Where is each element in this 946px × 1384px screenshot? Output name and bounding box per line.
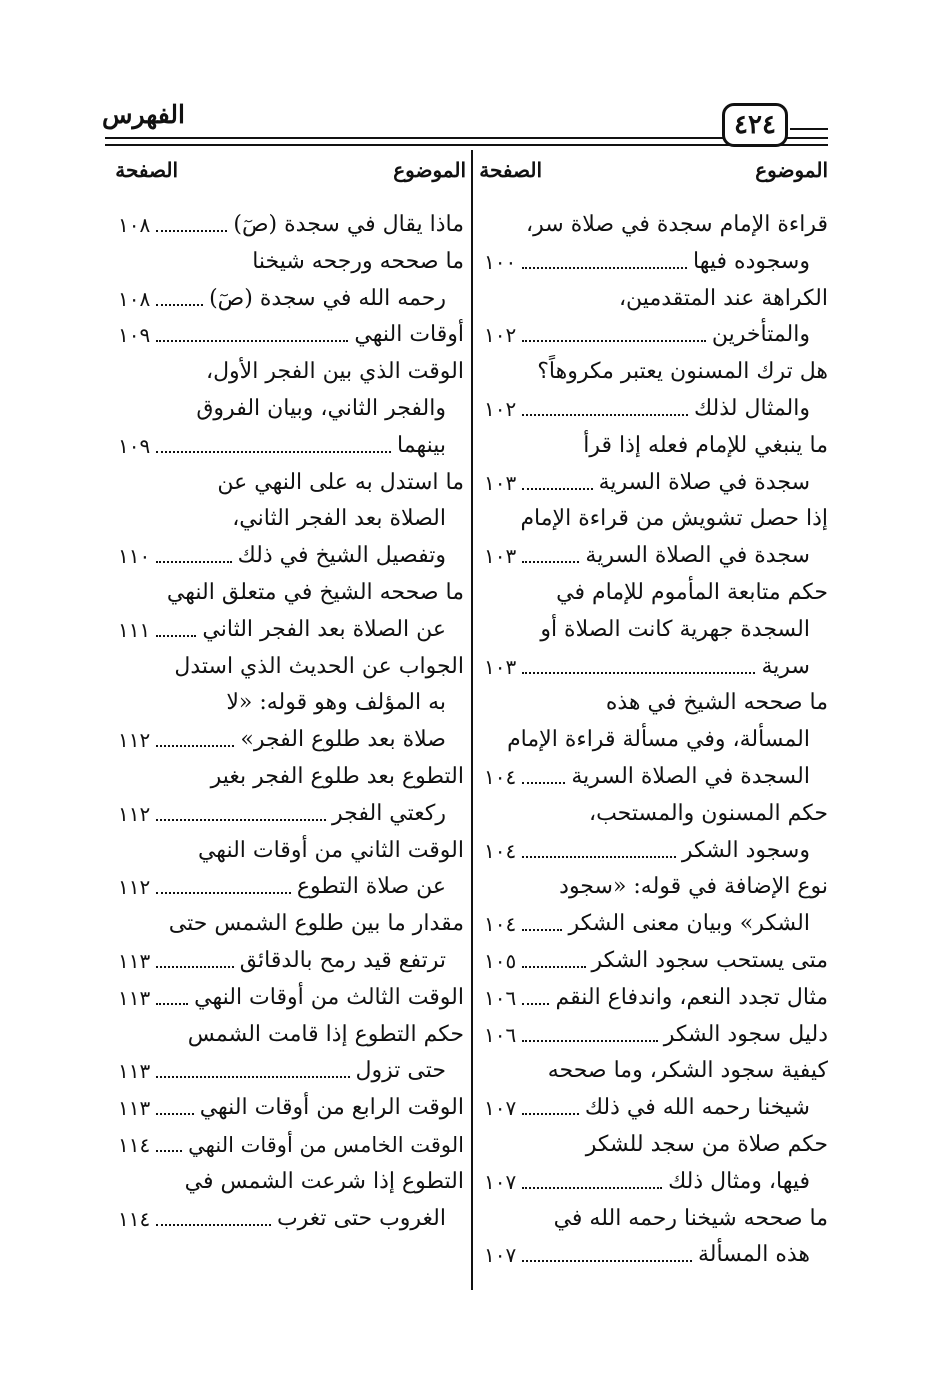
entry-title: ترتفع قيد رمح بالدقائق xyxy=(239,947,446,973)
index-entry xyxy=(118,502,464,539)
entry-title: الوقت الخامس من أوقات النهي xyxy=(188,1132,464,1157)
dot-leader xyxy=(156,561,232,563)
entry-title: عن الصلاة بعد الفجر الثاني xyxy=(202,616,446,642)
entry-title: وسجوده فيها xyxy=(693,248,810,274)
entry-title: الجواب عن الحديث الذي استدل xyxy=(174,653,464,679)
dot-leader xyxy=(156,1113,194,1115)
index-entry xyxy=(118,981,464,1018)
entry-title: ماذا يقال في سجدة (صٓ) xyxy=(233,212,464,237)
index-entry xyxy=(484,429,828,466)
entry-page-number: ١٠٣ xyxy=(484,470,517,495)
index-entry xyxy=(484,539,828,576)
entry-page-number: ١٠٤ xyxy=(484,838,517,863)
entry-title: ما ينبغي للإمام فعله إذا قرأ xyxy=(583,432,828,458)
index-entry xyxy=(484,723,828,760)
index-entry xyxy=(484,1202,828,1239)
entry-title: شيخنا رحمه الله في ذلك xyxy=(584,1095,810,1121)
dot-leader xyxy=(522,1260,692,1262)
dot-leader xyxy=(156,304,203,306)
index-entry xyxy=(484,208,828,245)
dot-leader xyxy=(156,451,391,453)
dot-leader xyxy=(522,856,676,858)
index-entry xyxy=(118,944,464,981)
index-entry xyxy=(484,907,828,944)
index-entry xyxy=(484,245,828,282)
entry-title: أوقات النهي xyxy=(354,322,464,348)
entry-title: ما صححه الشيخ في متعلق النهي xyxy=(166,579,464,605)
left-column xyxy=(118,208,464,1238)
right-page-header: الصفحة xyxy=(479,158,542,182)
header-rule-bottom xyxy=(105,144,828,146)
dot-leader xyxy=(522,340,706,342)
index-entry xyxy=(118,760,464,797)
dot-leader xyxy=(522,672,755,674)
index-entry xyxy=(118,318,464,355)
index-entry xyxy=(118,466,464,503)
entry-title: ركعتي الفجر xyxy=(332,800,446,826)
entry-page-number: ١١٢ xyxy=(118,801,151,826)
entry-title: الكراهة عند المتقدمين، xyxy=(618,285,828,311)
index-entry xyxy=(118,576,464,613)
entry-title: دليل سجود الشكر xyxy=(663,1021,828,1047)
entry-title: كيفية سجود الشكر، وما صححه xyxy=(547,1058,828,1084)
entry-title: قراءة الإمام سجدة في صلاة سر، xyxy=(526,212,828,237)
entry-title: متى يستحب سجود الشكر xyxy=(591,947,828,973)
dot-leader xyxy=(522,1003,549,1005)
entry-title: السجدة في الصلاة السرية xyxy=(571,763,810,789)
entry-page-number: ١٠٧ xyxy=(484,1243,517,1268)
index-entry xyxy=(118,870,464,907)
index-entry xyxy=(118,1128,464,1165)
entry-page-number: ١٠٦ xyxy=(484,1022,517,1047)
index-entry xyxy=(484,282,828,319)
dot-leader xyxy=(156,340,348,342)
index-entry xyxy=(484,355,828,392)
entry-title: وتفصيل الشيخ في ذلك xyxy=(237,543,446,569)
entry-title: فيها، ومثال ذلك xyxy=(668,1168,810,1194)
entry-title: الوقت الثالث من أوقات النهي xyxy=(194,984,464,1010)
entry-page-number: ١١٢ xyxy=(118,728,151,753)
index-entry xyxy=(484,318,828,355)
index-entry xyxy=(118,797,464,834)
entry-page-number: ١١١ xyxy=(118,617,151,642)
entry-page-number: ١٠٢ xyxy=(484,323,517,348)
index-entry xyxy=(484,1128,828,1165)
entry-title: سجدة في الصلاة السرية xyxy=(585,543,810,569)
entry-title: الغروب حتى تغرب xyxy=(276,1205,446,1231)
entry-page-number: ١١٣ xyxy=(118,985,151,1010)
index-entry xyxy=(118,1202,464,1239)
entry-title: السجدة جهرية كانت الصلاة أو xyxy=(540,616,810,642)
dot-leader xyxy=(522,782,565,784)
dot-leader xyxy=(522,414,688,416)
index-entry xyxy=(484,392,828,429)
index-entry xyxy=(118,282,464,319)
entry-page-number: ١١٣ xyxy=(118,948,151,973)
entry-title: عن صلاة التطوع xyxy=(296,874,446,900)
entry-page-number: ١١٤ xyxy=(118,1206,151,1231)
entry-title: هل ترك المسنون يعتبر مكروهاً؟ xyxy=(537,359,828,385)
index-entry xyxy=(118,355,464,392)
entry-page-number: ١١٣ xyxy=(118,1096,151,1121)
entry-title: ما صححه ورجحه شيخنا xyxy=(252,248,464,274)
entry-title: صلاة بعد طلوع الفجر» xyxy=(240,727,446,753)
index-entry xyxy=(484,613,828,650)
entry-page-number: ١٠٤ xyxy=(484,764,517,789)
entry-page-number: ١٠٤ xyxy=(484,912,517,937)
index-entry xyxy=(118,208,464,245)
entry-page-number: ١٠٢ xyxy=(484,396,517,421)
entry-title: الشكر» وبيان معنى الشكر xyxy=(568,911,810,937)
entry-title: حكم صلاة من سجد للشكر xyxy=(585,1131,828,1157)
entry-title: الوقت الذي بين الفجر الأول، xyxy=(205,359,464,385)
entry-page-number: ١٠٩ xyxy=(118,433,151,458)
index-entry xyxy=(118,1054,464,1091)
index-entry xyxy=(484,944,828,981)
dot-leader xyxy=(522,267,687,269)
entry-title: حتى تزول xyxy=(355,1058,446,1084)
entry-title: هذه المسألة xyxy=(697,1242,810,1268)
entry-page-number: ١٠٠ xyxy=(484,249,517,274)
entry-title: إذا حصل تشويش من قراءة الإمام xyxy=(520,506,828,532)
entry-page-number: ١٠٨ xyxy=(118,213,151,237)
entry-page-number: ١٠٩ xyxy=(118,323,151,348)
index-entry xyxy=(484,760,828,797)
entry-title: الوقت الثاني من أوقات النهي xyxy=(197,837,464,863)
dot-leader xyxy=(156,1076,350,1078)
index-entry xyxy=(484,1091,828,1128)
entry-title: والفجر الثاني، وبيان الفروق xyxy=(196,395,446,421)
entry-title: والمثال لذلك xyxy=(694,395,810,421)
index-entry xyxy=(484,502,828,539)
dot-leader xyxy=(156,1150,182,1152)
entry-title: حكم التطوع إذا قامت الشمس xyxy=(187,1021,464,1047)
dot-leader xyxy=(156,230,227,232)
entry-title: بينهما xyxy=(397,432,446,458)
page-number: ٤٢٤ xyxy=(734,110,776,140)
page-number-box xyxy=(722,103,788,147)
dot-leader xyxy=(156,1224,271,1226)
index-entry xyxy=(118,1018,464,1055)
index-entry xyxy=(484,981,828,1018)
column-divider xyxy=(471,150,473,1290)
entry-page-number: ١٠٧ xyxy=(484,1169,517,1194)
dot-leader xyxy=(156,819,326,821)
dot-leader xyxy=(156,892,291,894)
entry-title: الوقت الرابع من أوقات النهي xyxy=(199,1095,464,1121)
index-entry xyxy=(118,1091,464,1128)
dot-leader xyxy=(522,1113,579,1115)
dot-leader xyxy=(522,488,593,490)
entry-page-number: ١٠٣ xyxy=(484,654,517,679)
entry-page-number: ١١٠ xyxy=(118,544,151,569)
entry-title: الصلاة بعد الفجر الثاني، xyxy=(232,506,446,532)
entry-page-number: ١٠٧ xyxy=(484,1096,517,1121)
index-entry xyxy=(118,613,464,650)
left-topic-header: الموضوع xyxy=(393,158,466,182)
entry-title: مقدار ما بين طلوع الشمس حتى xyxy=(168,911,464,937)
dot-leader xyxy=(156,1003,188,1005)
left-page-header: الصفحة xyxy=(115,158,178,182)
entry-title: ما استدل به على النهي عن xyxy=(217,469,464,495)
entry-page-number: ١٠٦ xyxy=(484,985,517,1010)
entry-page-number: ١٠٣ xyxy=(484,544,517,569)
entry-page-number: ١٠٥ xyxy=(484,948,517,973)
index-entry xyxy=(484,1238,828,1275)
dot-leader xyxy=(522,561,579,563)
index-entry xyxy=(484,1054,828,1091)
entry-title: رحمه الله في سجدة (صٓ) xyxy=(209,285,446,311)
right-topic-header: الموضوع xyxy=(755,158,828,182)
index-entry xyxy=(484,797,828,834)
right-column xyxy=(484,208,828,1275)
entry-title: ما صححه الشيخ في هذه xyxy=(605,690,828,716)
index-entry xyxy=(118,650,464,687)
index-entry xyxy=(118,392,464,429)
index-entry xyxy=(118,686,464,723)
entry-title: مثال تجدد النعم، واندفاع النقم xyxy=(555,984,828,1010)
dot-leader xyxy=(522,1187,662,1189)
entry-title: ما صححه شيخنا رحمه الله في xyxy=(553,1205,828,1231)
entry-title: حكم متابعة المأموم للإمام في xyxy=(556,579,828,605)
header-rule-top xyxy=(105,137,828,139)
dot-leader xyxy=(522,966,586,968)
entry-page-number: ١٠٨ xyxy=(118,286,151,311)
entry-page-number: ١١٤ xyxy=(118,1132,151,1157)
index-entry xyxy=(118,723,464,760)
dot-leader xyxy=(522,1040,658,1042)
entry-title: نوع الإضافة في قوله: «سجود xyxy=(559,874,828,900)
index-entry xyxy=(118,907,464,944)
entry-title: سرية xyxy=(761,653,810,679)
entry-title: والمتأخرين xyxy=(711,322,810,348)
entry-title: التطوع بعد طلوع الفجر بغير xyxy=(210,763,464,789)
running-title: الفهرس xyxy=(101,100,185,129)
entry-title: وسجود الشكر xyxy=(681,837,810,863)
index-entry xyxy=(484,650,828,687)
index-entry xyxy=(484,576,828,613)
dot-leader xyxy=(156,966,234,968)
dot-leader xyxy=(522,929,562,931)
index-entry xyxy=(484,870,828,907)
header-rule-right xyxy=(790,128,828,130)
index-entry xyxy=(118,834,464,871)
index-entry xyxy=(118,429,464,466)
entry-title: سجدة في صلاة السرية xyxy=(598,469,810,495)
index-entry xyxy=(484,1165,828,1202)
entry-page-number: ١١٣ xyxy=(118,1059,151,1084)
index-entry xyxy=(484,466,828,503)
index-entry xyxy=(118,539,464,576)
entry-title: حكم المسنون والمستحب، xyxy=(588,800,828,826)
index-entry xyxy=(484,1018,828,1055)
index-entry xyxy=(118,1165,464,1202)
entry-title: المسألة، وفي مسألة قراءة الإمام xyxy=(507,727,810,753)
entry-title: التطوع إذا شرعت الشمس في xyxy=(184,1168,464,1194)
index-entry xyxy=(484,834,828,871)
entry-title: به المؤلف وهو قوله: «لا xyxy=(226,690,446,716)
dot-leader xyxy=(156,745,234,747)
entry-page-number: ١١٢ xyxy=(118,875,151,900)
index-entry xyxy=(484,686,828,723)
dot-leader xyxy=(156,635,196,637)
index-entry xyxy=(118,245,464,282)
